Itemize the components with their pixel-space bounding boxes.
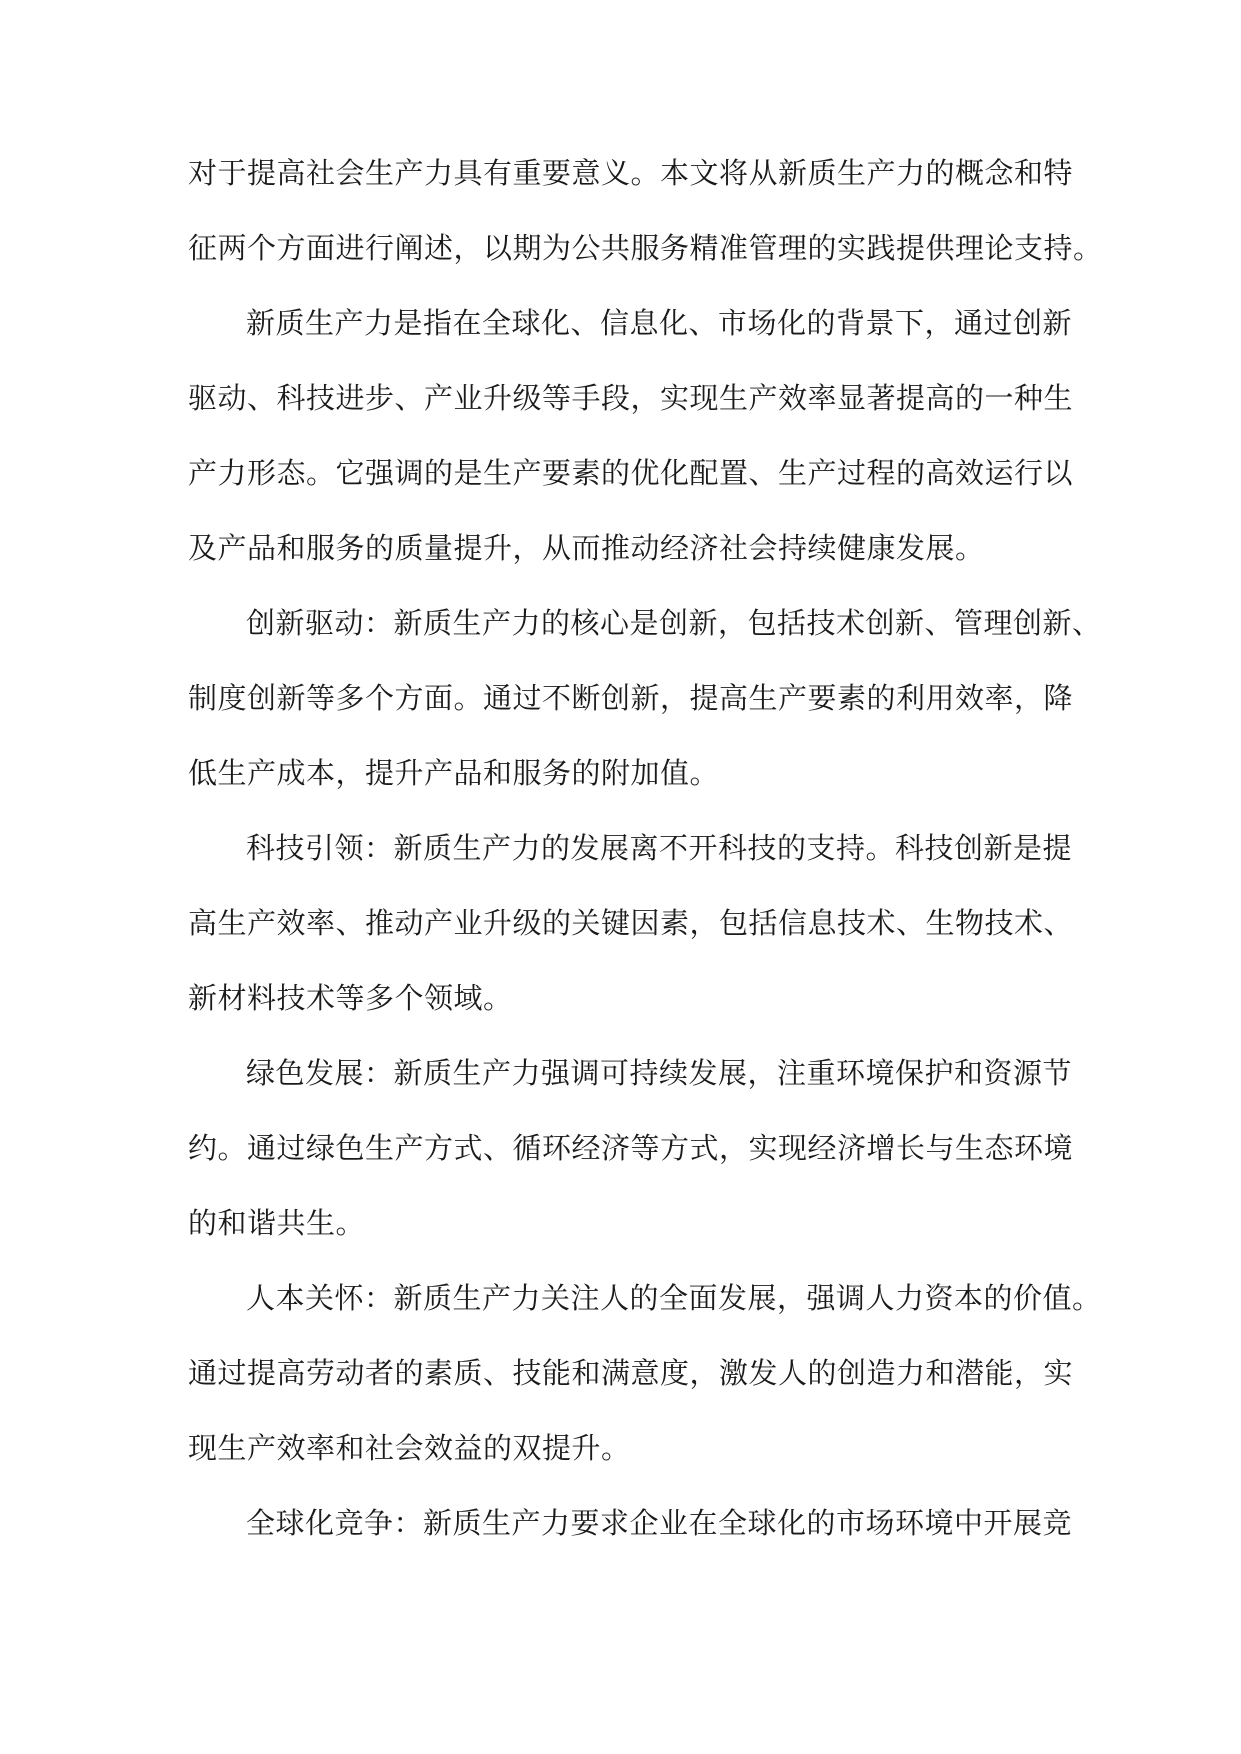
- text-line: 人本关怀：新质生产力关注人的全面发展，强调人力资本的价值。: [246, 1281, 1102, 1315]
- text-line: 通过提高劳动者的素质、技能和满意度，激发人的创造力和潜能，实: [188, 1356, 1074, 1390]
- text-line: 低生产成本，提升产品和服务的附加值。: [188, 756, 720, 790]
- text-line: 约。通过绿色生产方式、循环经济等方式，实现经济增长与生态环境: [188, 1131, 1074, 1165]
- text-line: 现生产效率和社会效益的双提升。: [188, 1431, 631, 1465]
- text-line: 产力形态。它强调的是生产要素的优化配置、生产过程的高效运行以: [188, 456, 1074, 490]
- text-line: 驱动、科技进步、产业升级等手段，实现生产效率显著提高的一种生: [188, 381, 1074, 415]
- text-line: 科技引领：新质生产力的发展离不开科技的支持。科技创新是提: [246, 831, 1073, 865]
- text-line: 对于提高社会生产力具有重要意义。本文将从新质生产力的概念和特: [188, 156, 1074, 190]
- text-line: 创新驱动：新质生产力的核心是创新，包括技术创新、管理创新、: [246, 606, 1102, 640]
- text-line: 及产品和服务的质量提升，从而推动经济社会持续健康发展。: [188, 531, 985, 565]
- text-line: 全球化竞争：新质生产力要求企业在全球化的市场环境中开展竞: [246, 1506, 1073, 1540]
- text-line: 高生产效率、推动产业升级的关键因素，包括信息技术、生物技术、: [188, 906, 1074, 940]
- text-line: 征两个方面进行阐述，以期为公共服务精准管理的实践提供理论支持。: [188, 231, 1103, 265]
- text-line: 新质生产力是指在全球化、信息化、市场化的背景下，通过创新: [246, 306, 1073, 340]
- text-line: 制度创新等多个方面。通过不断创新，提高生产要素的利用效率，降: [188, 681, 1074, 715]
- text-line: 的和谐共生。: [188, 1206, 366, 1240]
- text-line: 新材料技术等多个领域。: [188, 981, 513, 1015]
- body-text: [188, 136, 1103, 1561]
- text-line: 绿色发展：新质生产力强调可持续发展，注重环境保护和资源节: [246, 1056, 1073, 1090]
